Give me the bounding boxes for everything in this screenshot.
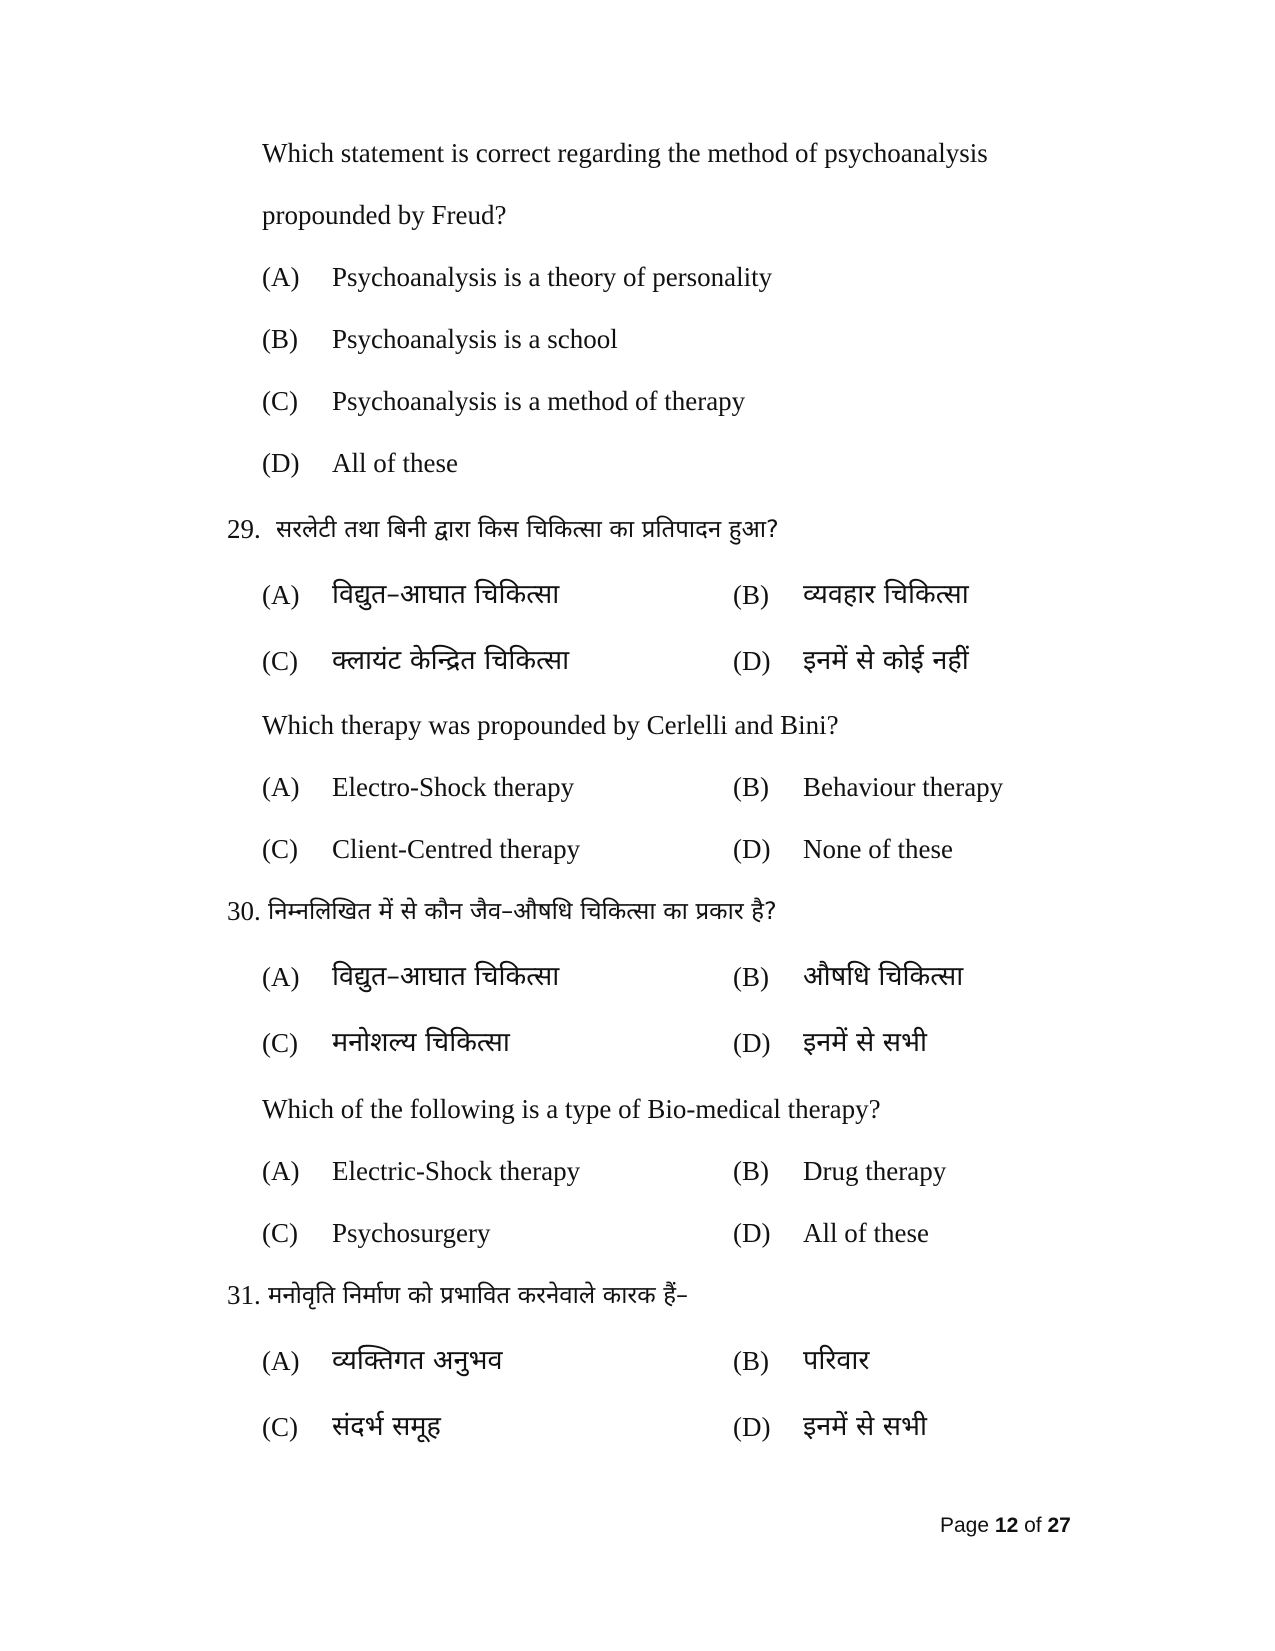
q30-hi-option-a-label: (A) xyxy=(262,962,300,992)
q30-hi-option-a-text: विद्युत–आघात चिकित्सा xyxy=(332,961,560,992)
q31-hi-option-d-text: इनमें से सभी xyxy=(803,1411,928,1442)
q30-en-option-d-text: All of these xyxy=(803,1218,929,1248)
q31-hi-option-c-label: (C) xyxy=(262,1412,298,1442)
q29-hi-question: सरलेटी तथा बिनी द्वारा किस चिकित्सा का प्रतिपादन हुआ? xyxy=(276,515,779,543)
q29-en-option-a-text: Electro-Shock therapy xyxy=(332,772,575,802)
q30-hi-option-b-label: (B) xyxy=(733,962,769,992)
q30-hi-option-b-text: औषधि चिकित्सा xyxy=(803,961,964,992)
q30-number: 30. xyxy=(227,896,261,926)
q31-hi-option-a-text: व्यक्तिगत अनुभव xyxy=(332,1345,503,1376)
q28-option-d-text: All of these xyxy=(332,448,458,478)
q29-en-option-d-text: None of these xyxy=(803,834,953,864)
q29-hi-option-c-label: (C) xyxy=(262,646,298,676)
q30-en-question: Which of the following is a type of Bio-medical therapy? xyxy=(262,1094,881,1124)
q28-en-question-line2: propounded by Freud? xyxy=(262,200,507,230)
page-prefix: Page xyxy=(940,1514,990,1537)
page-of: of xyxy=(1024,1514,1042,1537)
q28-option-b-label: (B) xyxy=(262,324,298,354)
q29-number: 29. xyxy=(227,514,261,544)
q31-hi-option-b-text: परिवार xyxy=(803,1345,870,1376)
q29-en-option-c-text: Client-Centred therapy xyxy=(332,834,581,864)
q30-hi-option-c-text: मनोशल्य चिकित्सा xyxy=(332,1027,510,1058)
q28-option-b-text: Psychoanalysis is a school xyxy=(332,324,618,354)
page-number xyxy=(940,1512,1071,1540)
q28-option-c-text: Psychoanalysis is a method of therapy xyxy=(332,386,746,416)
q31-hi-question: मनोवृति निर्माण को प्रभावित करनेवाले कारक हैं– xyxy=(268,1281,689,1309)
q29-hi-option-c-text: क्लायंट केन्द्रित चिकित्सा xyxy=(332,645,570,676)
q30-hi-option-d-text: इनमें से सभी xyxy=(803,1027,928,1058)
q31-hi-option-c-text: संदर्भ समूह xyxy=(332,1411,441,1442)
q31-number: 31. xyxy=(227,1280,261,1310)
q29-hi-option-d-label: (D) xyxy=(733,646,771,676)
q28-en-question-line1: Which statement is correct regarding the method of psychoanalysis xyxy=(262,138,988,168)
q29-en-question: Which therapy was propounded by Cerlelli and Bini? xyxy=(262,710,839,740)
q29-hi-option-d-text: इनमें से कोई नहीं xyxy=(803,645,969,676)
q31-hi-option-d-label: (D) xyxy=(733,1412,771,1442)
q31-hi-option-b-label: (B) xyxy=(733,1346,769,1376)
page-current: 12 xyxy=(994,1514,1019,1537)
q31-hi-option-a-label: (A) xyxy=(262,1346,300,1376)
q28-option-a-text: Psychoanalysis is a theory of personality xyxy=(332,262,773,292)
q28-option-a-label: (A) xyxy=(262,262,300,292)
q29-hi-option-b-label: (B) xyxy=(733,580,769,610)
q30-en-option-b-text: Drug therapy xyxy=(803,1156,947,1186)
q30-en-option-c-label: (C) xyxy=(262,1218,298,1248)
q29-en-option-b-label: (B) xyxy=(733,772,769,802)
q30-hi-option-d-label: (D) xyxy=(733,1028,771,1058)
q29-hi-option-a-text: विद्युत–आघात चिकित्सा xyxy=(332,579,560,610)
q29-hi-option-a-label: (A) xyxy=(262,580,300,610)
q28-option-c-label: (C) xyxy=(262,386,298,416)
q30-en-option-a-text: Electric-Shock therapy xyxy=(332,1156,581,1186)
q28-option-d-label: (D) xyxy=(262,448,300,478)
q30-en-option-d-label: (D) xyxy=(733,1218,771,1248)
q29-hi-option-b-text: व्यवहार चिकित्सा xyxy=(803,579,969,610)
q30-en-option-c-text: Psychosurgery xyxy=(332,1218,491,1248)
q30-en-option-a-label: (A) xyxy=(262,1156,300,1186)
q30-hi-option-c-label: (C) xyxy=(262,1028,298,1058)
q29-en-option-d-label: (D) xyxy=(733,834,771,864)
page-total: 27 xyxy=(1047,1514,1071,1537)
q29-en-option-b-text: Behaviour therapy xyxy=(803,772,1004,802)
q29-en-option-a-label: (A) xyxy=(262,772,300,802)
q29-en-option-c-label: (C) xyxy=(262,834,298,864)
q30-hi-question: निम्नलिखित में से कौन जैव–औषधि चिकित्सा का प्रकार है? xyxy=(268,897,777,925)
q30-en-option-b-label: (B) xyxy=(733,1156,769,1186)
